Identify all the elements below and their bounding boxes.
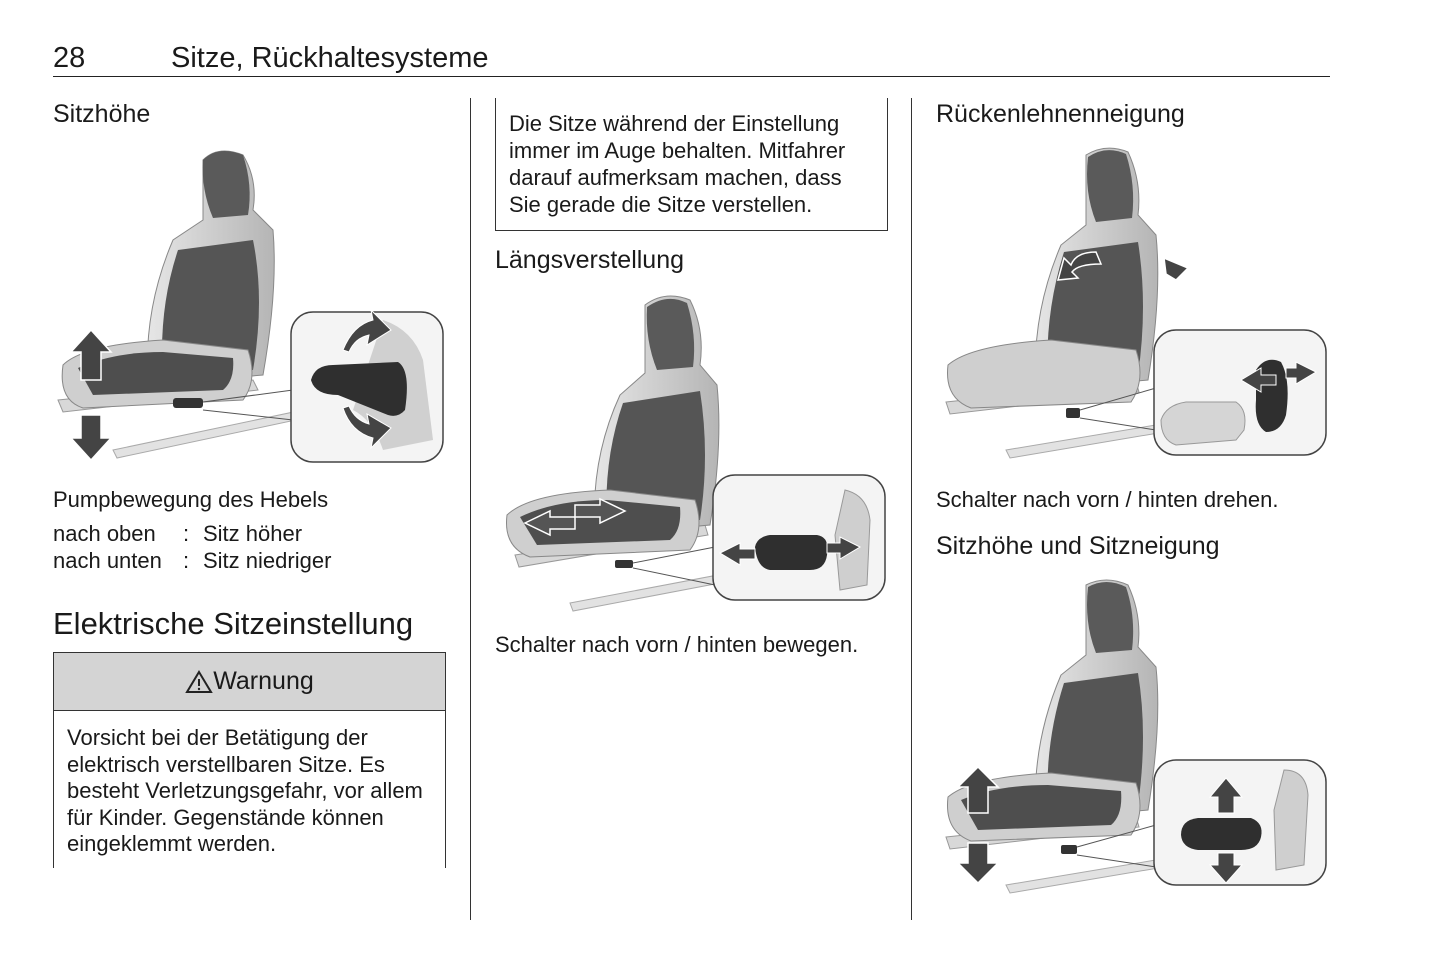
seat-height-tilt-switch-illustration xyxy=(936,575,1331,895)
seat-fore-aft-switch-illustration xyxy=(495,285,890,615)
note-box xyxy=(495,98,888,231)
warning-title: Warnung xyxy=(213,667,314,695)
column-divider-2 xyxy=(911,98,912,920)
backrest-tilt-switch-illustration xyxy=(936,140,1331,460)
heading-elektrische-sitzeinstellung: Elektrische Sitzeinstellung xyxy=(53,606,414,641)
row-value-unten: Sitz niedriger xyxy=(203,548,332,573)
warning-text: Vorsicht bei der Betätigung der elektrisch verstellbaren Sitze. Es besteht Verletzungsgefahr, vor allem für Kinder. Gegenstände können eingeklemmt werden. xyxy=(67,725,423,856)
page-title: Sitze, Rückhaltesysteme xyxy=(171,42,489,74)
row-key-oben: nach oben xyxy=(53,521,156,546)
caption-schalter-bewegen: Schalter nach vorn / hinten bewegen. xyxy=(495,632,859,657)
row-sep-oben: : xyxy=(183,521,190,546)
column-divider-1 xyxy=(470,98,471,920)
heading-sitzhoehe: Sitzhöhe xyxy=(53,100,151,128)
row-sep-unten: : xyxy=(183,548,190,573)
warning-triangle-icon xyxy=(185,670,213,694)
warning-box xyxy=(53,652,446,868)
heading-sitzhoehe-und-sitzneigung: Sitzhöhe und Sitzneigung xyxy=(936,532,1220,560)
warning-body xyxy=(53,711,446,868)
caption-pumpbewegung: Pumpbewegung des Hebels xyxy=(53,487,329,512)
page-number: 28 xyxy=(53,42,86,74)
heading-rueckenlehnenneigung: Rückenlehnenneigung xyxy=(936,100,1185,128)
row-value-oben: Sitz höher xyxy=(203,521,303,546)
seat-height-lever-illustration xyxy=(53,140,448,475)
page-header xyxy=(53,42,1330,77)
caption-schalter-drehen: Schalter nach vorn / hinten drehen. xyxy=(936,487,1279,512)
warning-header xyxy=(53,652,446,711)
heading-laengsverstellung: Längsverstellung xyxy=(495,246,685,274)
row-key-unten: nach unten xyxy=(53,548,162,573)
note-text: Die Sitze während der Einstellung immer im Auge behalten. Mitfahrer darauf aufmerksam machen, dass Sie gerade die Sitze verstellen. xyxy=(509,111,846,217)
